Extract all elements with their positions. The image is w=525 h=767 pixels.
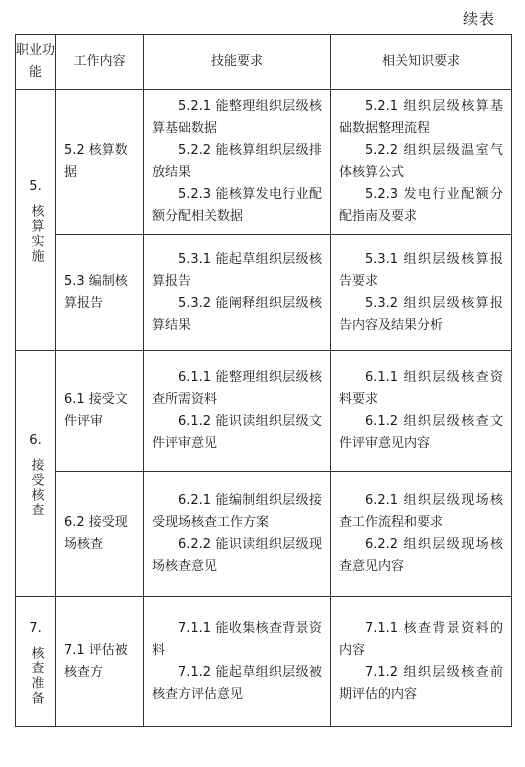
function-cell — [16, 90, 56, 351]
skill-item: 5.3.2 能阐释组织层级核算结果 — [152, 295, 322, 333]
header-work: 工作内容 — [56, 35, 144, 90]
knowledge-item: 5.2.3 发电行业配额分配指南及要求 — [339, 187, 503, 224]
skill-item: 5.2.2 能核算组织层级排放结果 — [152, 143, 322, 180]
skill-item: 6.2.1 能编制组织层级接受现场核查工作方案 — [152, 493, 322, 530]
knowledge-item: 7.1.1 核查背景资料的内容 — [339, 620, 503, 658]
knowledge-item: 6.2.2 组织层级现场核查意见内容 — [339, 537, 503, 574]
knowledge-item: 6.2.1 组织层级现场核查工作流程和要求 — [339, 493, 503, 530]
skill-cell — [144, 90, 331, 235]
header-knowledge: 相关知识要求 — [331, 35, 512, 90]
knowledge-item: 5.3.2 组织层级核算报告内容及结果分析 — [339, 295, 503, 333]
skill-item: 6.2.2 能识读组织层级现场核查意见 — [152, 537, 322, 574]
function-name: 接受核查 — [28, 457, 44, 518]
skill-item: 7.1.2 能起草组织层级被核查方评估意见 — [152, 664, 322, 702]
skills-table — [15, 34, 512, 727]
header-row — [16, 35, 512, 90]
header-skill: 技能要求 — [144, 35, 331, 90]
work-content-cell: 7.1 评估被核查方 — [56, 597, 144, 727]
function-cell — [16, 351, 56, 597]
work-content-cell: 5.2 核算数据 — [56, 90, 144, 235]
knowledge-cell — [331, 472, 512, 597]
knowledge-item: 7.1.2 组织层级核查前期评估的内容 — [339, 664, 503, 702]
function-name: 核算实施 — [28, 204, 44, 264]
function-cell — [16, 597, 56, 727]
skill-item: 6.1.1 能整理组织层级核查所需资料 — [152, 370, 322, 407]
knowledge-item: 6.1.1 组织层级核查资料要求 — [339, 370, 503, 407]
skill-item: 6.1.2 能识读组织层级文件评审意见 — [152, 414, 322, 451]
function-number: 6. — [29, 432, 42, 448]
knowledge-cell — [331, 351, 512, 472]
function-number: 5. — [29, 179, 42, 194]
table-row — [16, 90, 512, 235]
knowledge-cell — [331, 235, 512, 351]
work-content-cell: 6.1 接受文件评审 — [56, 351, 144, 472]
table-row — [16, 472, 512, 597]
skill-cell — [144, 597, 331, 727]
table-row — [16, 597, 512, 727]
skill-item: 7.1.1 能收集核查背景资料 — [152, 620, 322, 658]
skill-item: 5.3.1 能起草组织层级核算报告 — [152, 251, 322, 289]
knowledge-item: 5.2.1 组织层级核算基础数据整理流程 — [339, 99, 503, 136]
continued-label: 续表 — [463, 10, 496, 28]
function-number: 7. — [29, 620, 42, 636]
skill-item: 5.2.3 能核算发电行业配额分配相关数据 — [152, 187, 322, 224]
knowledge-cell — [331, 597, 512, 727]
header-function: 职业功能 — [16, 35, 56, 90]
skill-cell — [144, 472, 331, 597]
skill-item: 5.2.1 能整理组织层级核算基础数据 — [152, 99, 322, 136]
knowledge-item: 5.2.2 组织层级温室气体核算公式 — [339, 143, 503, 180]
work-content-cell: 5.3 编制核算报告 — [56, 235, 144, 351]
function-name: 核查准备 — [28, 645, 44, 706]
skill-cell — [144, 235, 331, 351]
work-content-cell: 6.2 接受现场核查 — [56, 472, 144, 597]
knowledge-item: 5.3.1 组织层级核算报告要求 — [339, 251, 503, 289]
knowledge-item: 6.1.2 组织层级核查文件评审意见内容 — [339, 414, 503, 451]
knowledge-cell — [331, 90, 512, 235]
table-row — [16, 351, 512, 472]
table-row — [16, 235, 512, 351]
skill-cell — [144, 351, 331, 472]
